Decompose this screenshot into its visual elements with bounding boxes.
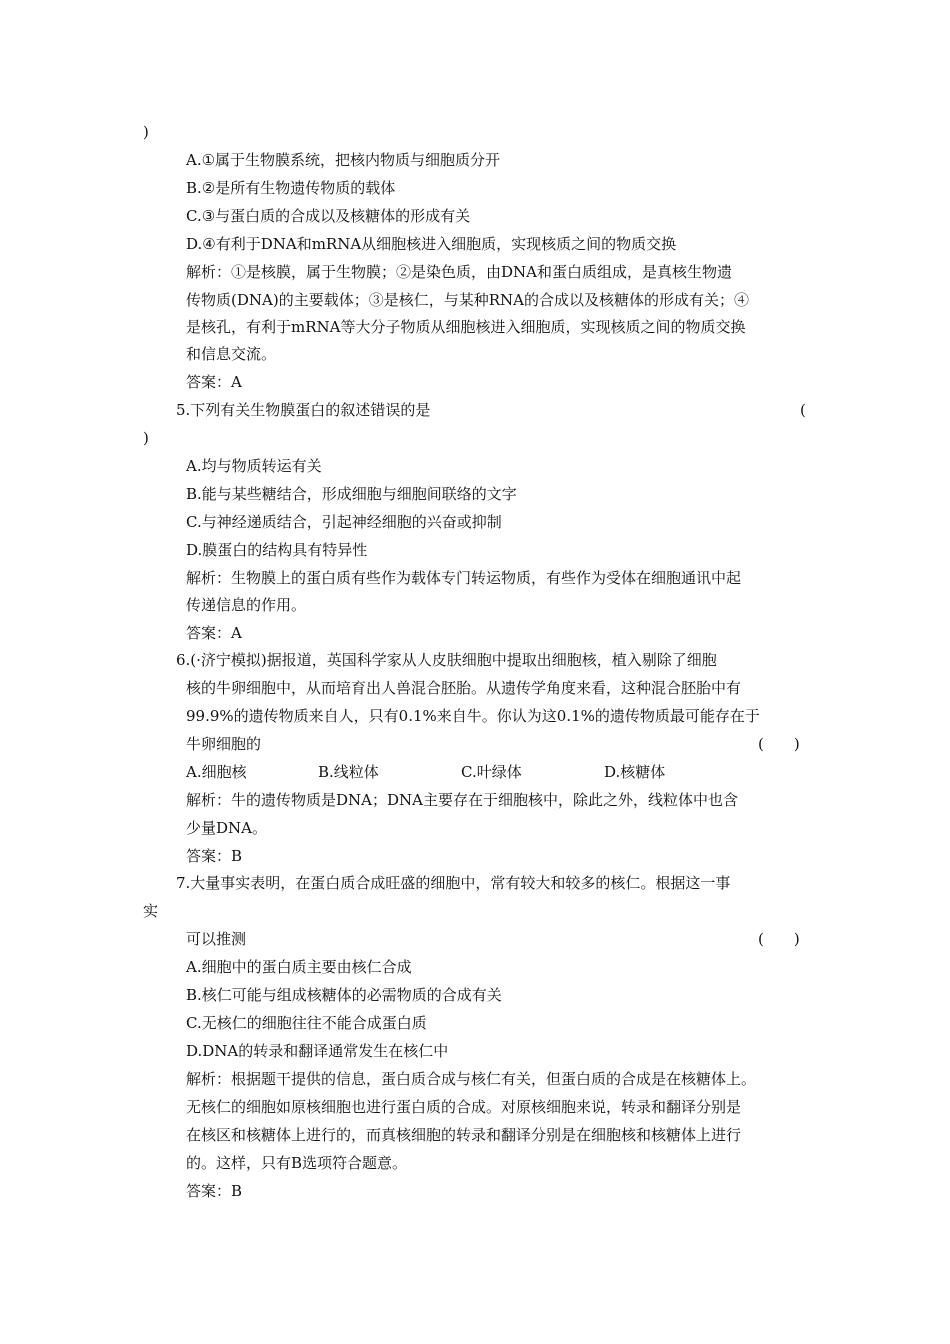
q7-stem-line-1: 7.大量事实表明，在蛋白质合成旺盛的细胞中，常有较大和较多的核仁。根据这一事	[176, 874, 731, 892]
q5-analysis-line-2: 传递信息的作用。	[186, 596, 307, 614]
q5-option-b: B.能与某些糖结合，形成细胞与细胞间联络的文字	[186, 485, 517, 503]
q4-analysis-line-4: 和信息交流。	[186, 345, 277, 363]
q7-answer: 答案：B	[186, 1182, 243, 1200]
q6-option-c: C.叶绿体	[461, 763, 522, 781]
q6-stem-line-3: 99.9%的遗传物质来自人，只有0.1%来自牛。你认为这0.1%的遗传物质最可能存在于	[186, 707, 760, 725]
q5-option-c: C.与神经递质结合，引起神经细胞的兴奋或抑制	[186, 513, 502, 531]
q4-analysis-line-2: 传物质(DNA)的主要载体；③是核仁，与某种RNA的合成以及核糖体的形成有关；④	[186, 291, 749, 309]
q6-answer: 答案：B	[186, 847, 243, 865]
q5-analysis-line-1: 解析：生物膜上的蛋白质有些作为载体专门转运物质，有些作为受体在细胞通讯中起	[186, 569, 742, 587]
q4-option-b: B.②是所有生物遗传物质的载体	[186, 179, 396, 197]
q6-analysis-line-1: 解析：牛的遗传物质是DNA；DNA主要存在于细胞核中，除此之外，线粒体中也含	[186, 791, 738, 809]
q4-analysis-line-3: 是核孔，有利于mRNA等大分子物质从细胞核进入细胞质，实现核质之间的物质交换	[186, 318, 746, 336]
q7-stem-line-3: 可以推测	[186, 930, 247, 948]
q4-option-a: A.①属于生物膜系统，把核内物质与细胞质分开	[186, 151, 501, 169]
q5-option-a: A.均与物质转运有关	[186, 457, 322, 475]
q6-analysis-line-2: 少量DNA。	[186, 819, 267, 837]
q6-stem-line-4: 牛卵细胞的	[186, 735, 262, 753]
q7-option-a: A.细胞中的蛋白质主要由核仁合成	[186, 958, 412, 976]
q7-stem-line-2: 实	[143, 902, 159, 920]
q6-stem-line-2: 核的牛卵细胞中，从而培育出人兽混合胚胎。从遗传学角度来看，这种混合胚胎中有	[186, 679, 742, 697]
q7-option-d: D.DNA的转录和翻译通常发生在核仁中	[186, 1042, 449, 1060]
q4-answer: 答案：A	[186, 373, 242, 391]
q4-option-d: D.④有利于DNA和mRNA从细胞核进入细胞质，实现核质之间的物质交换	[186, 235, 677, 253]
q6-option-d: D.核糖体	[604, 763, 666, 781]
q6-answer-paren: ( )	[758, 735, 800, 753]
q5-answer: 答案：A	[186, 624, 242, 642]
q7-option-c: C.无核仁的细胞往往不能合成蛋白质	[186, 1014, 427, 1032]
q4-close-paren: )	[143, 123, 149, 141]
q7-answer-paren: ( )	[758, 930, 800, 948]
q4-option-c: C.③与蛋白质的合成以及核糖体的形成有关	[186, 207, 471, 225]
q6-stem-line-1: 6.(·济宁模拟)据报道，英国科学家从人皮肤细胞中提取出细胞核，植入剔除了细胞	[176, 651, 717, 669]
q4-analysis-line-1: 解析：①是核膜，属于生物膜；②是染色质，由DNA和蛋白质组成，是真核生物遗	[186, 263, 732, 281]
q6-option-b: B.线粒体	[318, 763, 379, 781]
q6-option-a: A.细胞核	[186, 763, 247, 781]
q5-stem: 5.下列有关生物膜蛋白的叙述错误的是	[176, 401, 431, 419]
q5-close-paren: )	[143, 429, 149, 447]
q5-open-paren: (	[800, 401, 806, 419]
q7-analysis-line-1: 解析：根据题干提供的信息，蛋白质合成与核仁有关，但蛋白质的合成是在核糖体上。	[186, 1070, 757, 1088]
q7-analysis-line-2: 无核仁的细胞如原核细胞也进行蛋白质的合成。对原核细胞来说，转录和翻译分别是	[186, 1098, 742, 1116]
q7-option-b: B.核仁可能与组成核糖体的必需物质的合成有关	[186, 986, 502, 1004]
q7-analysis-line-3: 在核区和核糖体上进行的，而真核细胞的转录和翻译分别是在细胞核和核糖体上进行	[186, 1126, 742, 1144]
q5-option-d: D.膜蛋白的结构具有特异性	[186, 541, 368, 559]
q7-analysis-line-4: 的。这样，只有B选项符合题意。	[186, 1154, 408, 1172]
